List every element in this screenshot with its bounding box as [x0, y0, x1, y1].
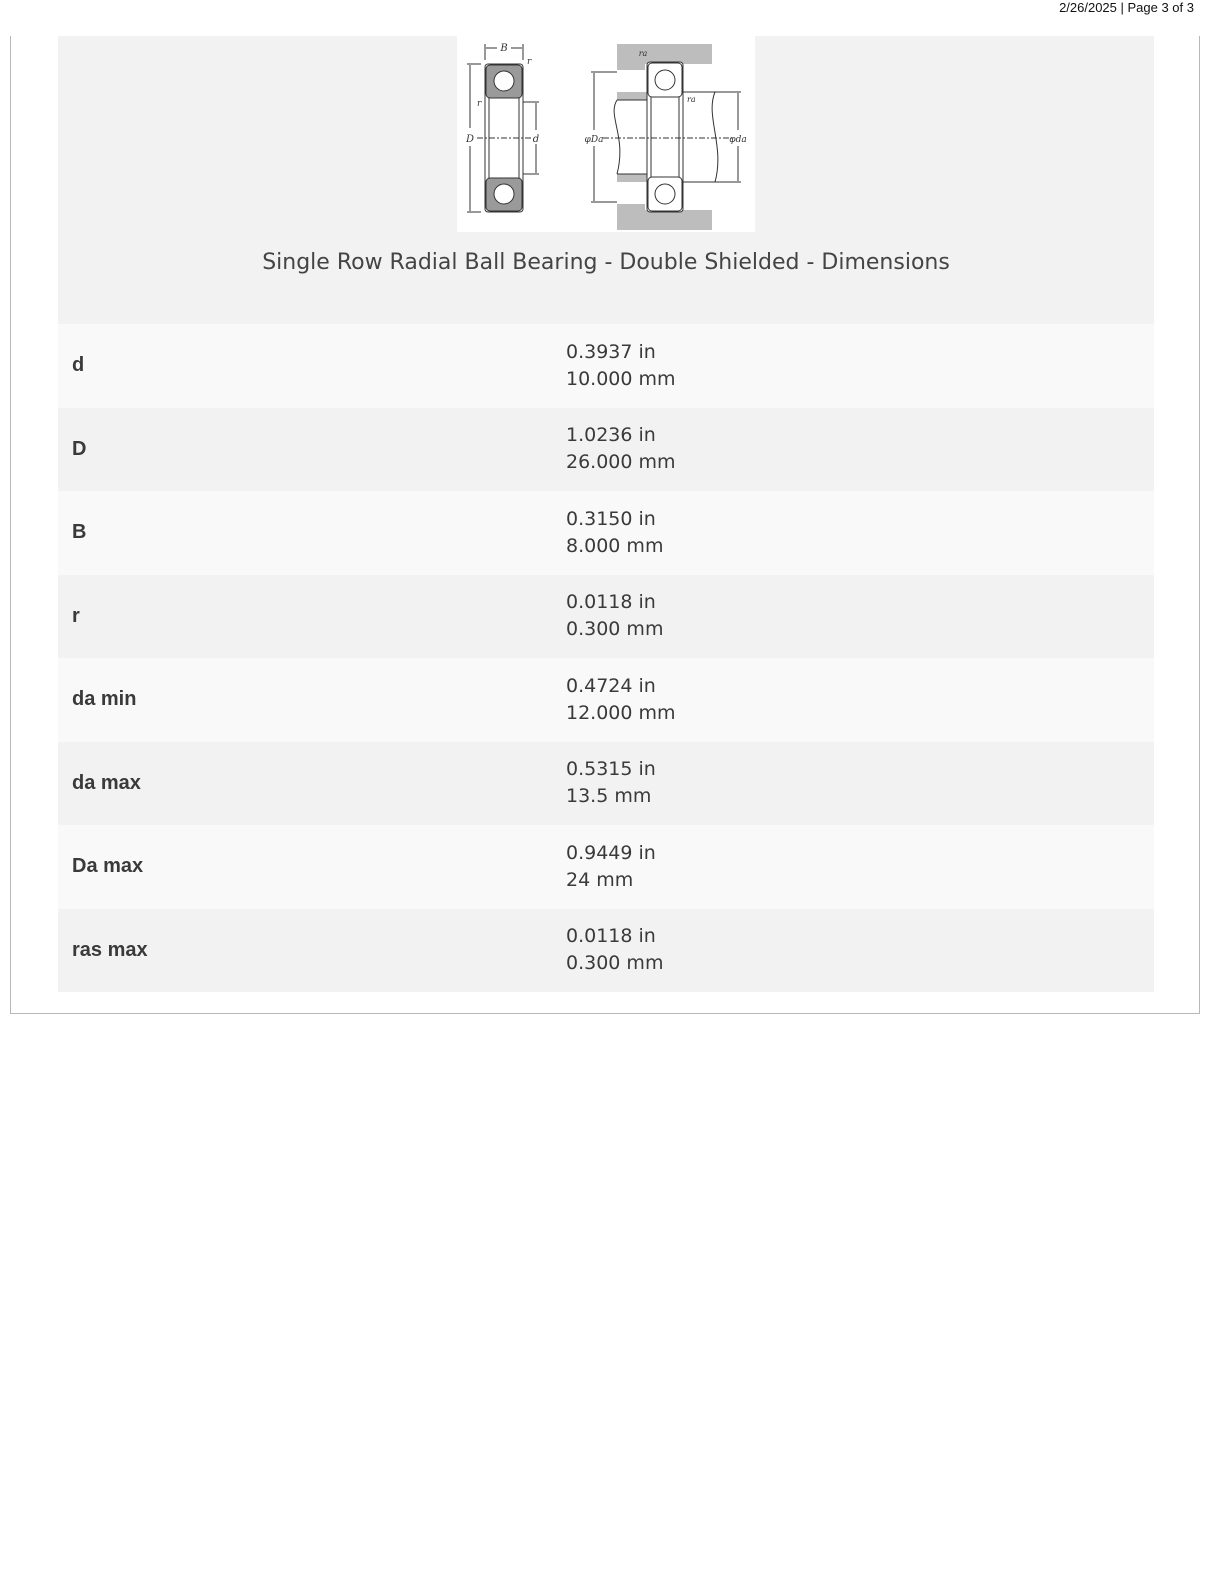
spec-value-inch: 0.3150 in [566, 507, 656, 530]
spec-value [566, 742, 656, 826]
spec-value-mm: 26.000 mm [566, 451, 676, 474]
spec-label: Da max [72, 855, 144, 878]
spec-value-inch: 0.0118 in [566, 925, 656, 948]
spec-row [58, 408, 1154, 492]
bearing-diagram-svg [457, 36, 755, 232]
spec-value [566, 909, 663, 993]
spec-label: D [72, 437, 87, 460]
spec-value-inch: 0.5315 in [566, 758, 656, 781]
spec-row [58, 742, 1154, 826]
spec-value [566, 324, 676, 408]
spec-row [58, 658, 1154, 742]
spec-value-mm: 0.300 mm [566, 618, 664, 641]
spec-value-inch: 1.0236 in [566, 424, 656, 447]
label-d: d [532, 134, 540, 145]
spec-label: r [72, 604, 80, 627]
spec-row [58, 575, 1154, 659]
spec-value-mm: 13.5 mm [566, 785, 652, 808]
label-ra-mid: ra [687, 95, 696, 104]
spec-value [566, 658, 676, 742]
label-r-left: r [477, 99, 482, 109]
spec-row [58, 909, 1154, 993]
spec-value-mm: 12.000 mm [566, 701, 676, 724]
label-D: D [465, 134, 475, 145]
spec-label: da max [72, 771, 141, 794]
spec-value-mm: 0.300 mm [566, 952, 664, 975]
spec-value-inch: 0.3937 in [566, 340, 656, 363]
bearing-dimension-diagram [457, 36, 755, 232]
label-r-top: r [527, 57, 532, 67]
label-B: B [500, 43, 508, 54]
spec-value-inch: 0.0118 in [566, 591, 656, 614]
spec-label: da min [72, 688, 137, 711]
figure-caption: Single Row Radial Ball Bearing - Double Shielded - Dimensions [262, 250, 950, 275]
label-ra-top: ra [638, 49, 648, 58]
spec-value [566, 491, 663, 575]
spec-label: d [72, 354, 85, 377]
spec-row [58, 491, 1154, 575]
figure-block [58, 36, 1154, 324]
spec-value [566, 825, 656, 909]
spec-row [58, 324, 1154, 408]
dimensions-content [58, 36, 1154, 992]
spec-value-mm: 10.000 mm [566, 367, 676, 390]
label-phi-Da: φDa [584, 135, 604, 145]
spec-label: B [72, 521, 87, 544]
spec-value-inch: 0.4724 in [566, 674, 656, 697]
spec-value-mm: 24 mm [566, 868, 634, 891]
label-phi-da: φda [729, 135, 747, 145]
spec-label: ras max [72, 938, 148, 961]
spec-value-inch: 0.9449 in [566, 841, 656, 864]
page-header-date-page: 2/26/2025 | Page 3 of 3 [1059, 0, 1194, 15]
spec-row [58, 825, 1154, 909]
spec-value [566, 575, 663, 659]
spec-value [566, 408, 676, 492]
spec-value-mm: 8.000 mm [566, 534, 664, 557]
